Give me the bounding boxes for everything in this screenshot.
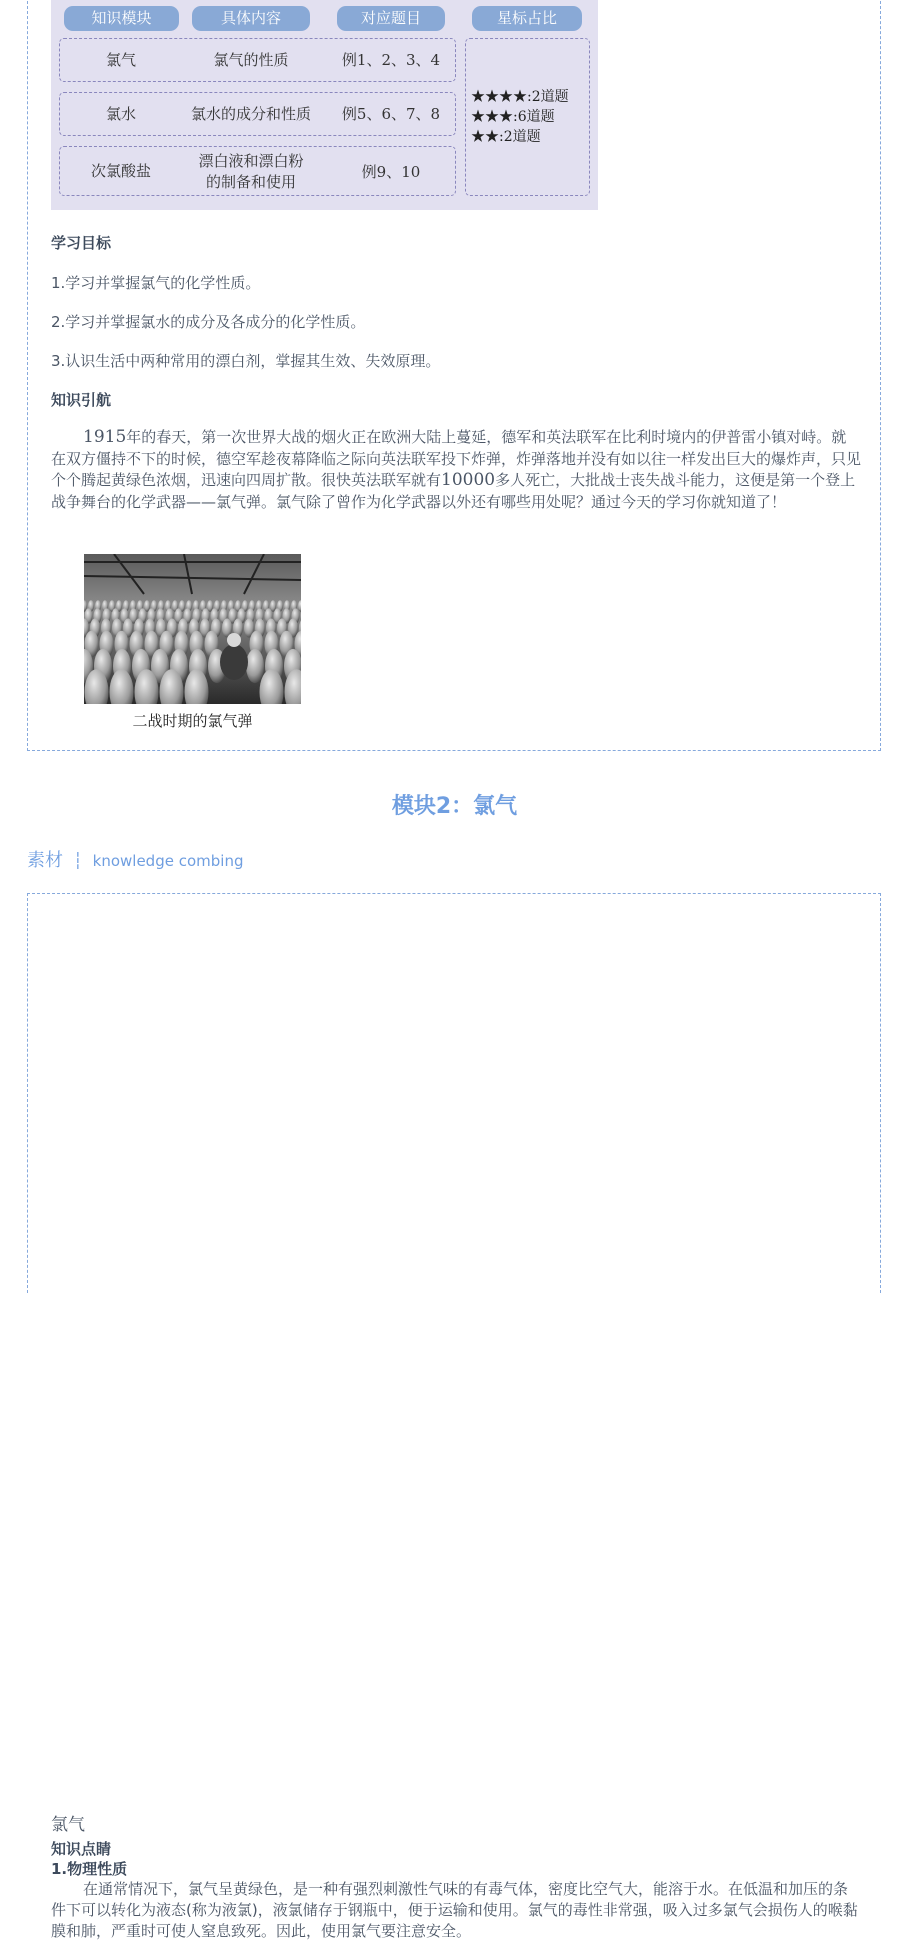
photo-illustration <box>84 554 301 704</box>
photo-caption: 二战时期的氯气弹 <box>132 712 253 730</box>
chlorine-bombs-photo <box>84 554 301 704</box>
goals-heading: 学习目标 <box>51 234 112 252</box>
material-label-row <box>27 846 243 872</box>
goal-item: 3.认识生活中两种常用的漂白剂，掌握其生效、失效原理。 <box>51 352 441 370</box>
knowledge-panel <box>27 893 881 1940</box>
star-rating-icon: ★★ <box>471 129 499 145</box>
row-module: 氯水 <box>105 105 136 123</box>
knowledge-map-diagram <box>51 0 598 210</box>
row-content: 氯水的成分和性质 <box>190 105 311 123</box>
guide-count: 10000 <box>441 470 496 490</box>
row-content: 氯气的性质 <box>213 51 289 69</box>
key-points-heading: 知识点睛 <box>51 1840 112 1858</box>
goal-item: 2.学习并掌握氯水的成分及各成分的化学性质。 <box>51 313 366 331</box>
star-rating-icon: ★★★ <box>471 109 513 125</box>
row-questions: 例9、10 <box>361 163 421 181</box>
row-module: 次氯酸盐 <box>90 162 151 180</box>
star-count-text: :2道题 <box>499 129 541 145</box>
star-line <box>471 126 541 146</box>
row-content-line1: 漂白液和漂白粉 <box>198 152 304 170</box>
guide-year: 1915 <box>83 427 127 447</box>
header-pill-module: 知识模块 <box>64 6 179 31</box>
material-separator: ┆ <box>73 851 83 870</box>
star-ratio-box <box>465 38 590 196</box>
section-title: 氯气 <box>51 1815 85 1835</box>
header-pill-questions: 对应题目 <box>337 6 445 31</box>
material-label: 素材 <box>27 850 63 871</box>
guide-text-part2: 多人死亡，大批战士丧失战斗能力，这便是第一个登上战争舞台的化学武器——氯气弹。氯气除了曾作为化学武器以外还有哪些用处呢？通过今天的学习你就知道了！ <box>51 471 856 511</box>
star-count-text: :2道题 <box>527 89 569 105</box>
goal-item: 1.学习并掌握氯气的化学性质。 <box>51 274 261 292</box>
star-line <box>471 86 569 106</box>
guide-text-part1: 年的春天，第一次世界大战的烟火正在欧洲大陆上蔓延，德军和英法联军在比利时境内的伊普雷小镇对峙。就在双方僵持不下的时候，德空军趁夜幕降临之际向英法联军投下炸弹，炸弹落地并没有如以往一样发出巨大的爆炸声，只见个个腾起黄绿色浓烟，迅速向四周扩散。很快英法联军就有 <box>51 428 862 489</box>
guide-heading: 知识引航 <box>51 391 112 409</box>
row-questions: 例5、6、7、8 <box>341 105 441 123</box>
star-rating-icon: ★★★★ <box>471 89 527 105</box>
star-line <box>471 106 555 126</box>
material-en-label: knowledge combing <box>92 852 244 870</box>
header-pill-stars: 星标占比 <box>472 6 582 31</box>
row-content-line2: 的制备和使用 <box>205 173 296 191</box>
star-count-text: :6道题 <box>513 109 555 125</box>
lesson-intro-panel <box>27 0 881 751</box>
module-title: 模块2：氯气 <box>391 794 518 819</box>
row-questions: 例1、2、3、4 <box>341 51 441 69</box>
physical-properties-paragraph: 在通常情况下，氯气呈黄绿色，是一种有强烈刺激性气味的有毒气体，密度比空气大，能溶于水。在低温和加压的条件下可以转化为液态(称为液氯)，液氯储存于钢瓶中，便于运输和使用。氯气的毒性非常强，吸入过多氯气会损伤人的喉黏膜和肺，严重时可使人窒息致死。因此，使用氯气要注意安全。 <box>51 1880 858 1940</box>
row-module: 氯气 <box>105 51 136 69</box>
header-pill-content: 具体内容 <box>192 6 310 31</box>
physical-properties-heading: 1.物理性质 <box>51 1860 128 1878</box>
guide-paragraph <box>51 427 861 513</box>
